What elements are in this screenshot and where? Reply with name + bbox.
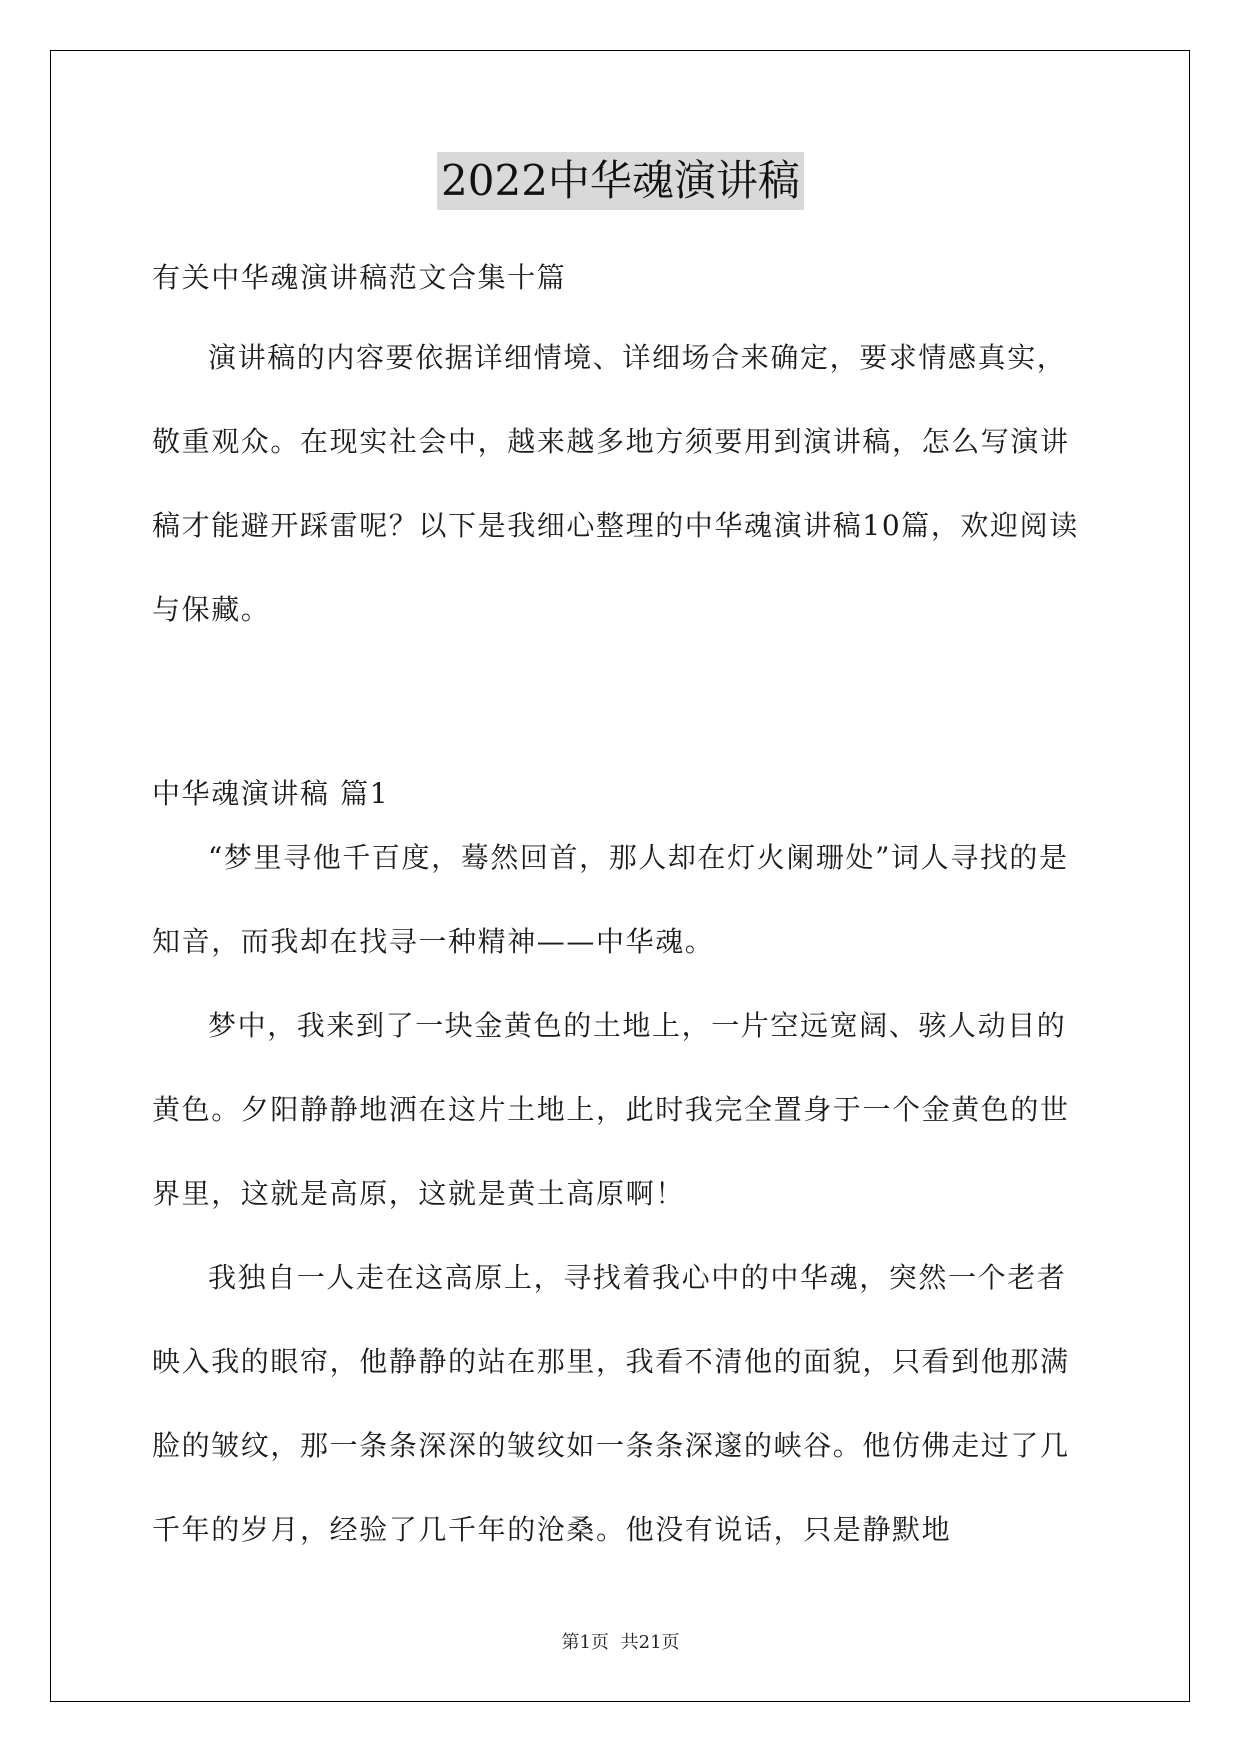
document-subtitle: 有关中华魂演讲稿范文合集十篇	[152, 261, 567, 294]
section-heading: 中华魂演讲稿 篇1	[152, 777, 390, 810]
body-paragraph: 我独自一人走在这高原上，寻找着我心中的中华魂，突然一个老者映入我的眼帘，他静静的站在那里，我看不清他的面貌，只看到他那满脸的皱纹，那一条条深深的皱纹如一条条深邃的峡谷。他仿佛走过了几千年的岁月，经验了几千年的沧桑。他没有说话，只是静默地	[152, 1261, 1070, 1546]
section-body	[152, 816, 1088, 1572]
body-paragraph: “梦里寻他千百度，蓦然回首，那人却在灯火阑珊处”词人寻找的是知音，而我却在找寻一种精神——中华魂。	[152, 841, 1069, 958]
intro-paragraph	[152, 316, 1088, 652]
intro-text: 演讲稿的内容要依据详细情境、详细场合来确定，要求情感真实，敬重观众。在现实社会中，越来越多地方须要用到演讲稿，怎么写演讲稿才能避开踩雷呢？以下是我细心整理的中华魂演讲稿10篇，欢迎阅读与保藏。	[152, 341, 1079, 626]
title-block	[0, 152, 1241, 210]
page-number: 第1页	[561, 1632, 609, 1653]
page-footer	[0, 1628, 1241, 1654]
body-paragraph: 梦中，我来到了一块金黄色的土地上，一片空远宽阔、骇人动目的黄色。夕阳静静地洒在这片土地上，此时我完全置身于一个金黄色的世界里，这就是高原，这就是黄土高原啊！	[152, 1009, 1070, 1210]
document-title: 2022中华魂演讲稿	[437, 152, 804, 210]
page-total: 共21页	[620, 1632, 680, 1653]
